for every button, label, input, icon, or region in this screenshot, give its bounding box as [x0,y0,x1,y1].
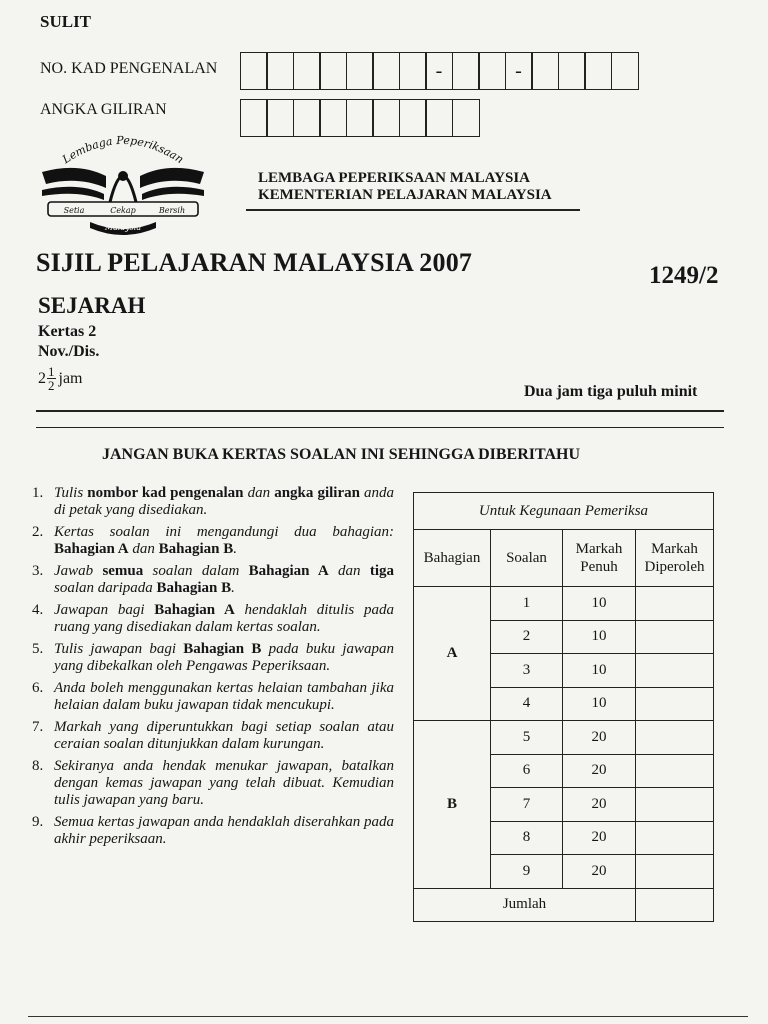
instruction-item [32,758,394,809]
instruction-number: 4. [32,602,44,618]
instruction-number: 6. [32,680,44,696]
question-number-cell: 8 [491,821,563,855]
exam-session: Nov./Dis. [38,343,100,360]
duration-words: Dua jam tiga puluh minit [524,383,698,400]
candidate-digit-box[interactable] [319,99,347,137]
question-number-cell: 7 [491,788,563,822]
examination-board-logo [38,132,208,240]
full-marks-cell: 10 [563,654,636,688]
full-marks-cell: 10 [563,687,636,721]
instruction-fragment: anda di petak yang disediakan. [54,485,395,518]
table-caption: Untuk Kegunaan Pemeriksa [414,493,714,530]
instruction-emphasis: Bahagian A [248,563,329,579]
section-cell: A [414,587,491,721]
instruction-fragment: . [233,541,237,557]
candidate-digit-box[interactable] [346,99,374,137]
candidate-digit-box[interactable] [372,99,400,137]
board-line-1: LEMBAGA PEPERIKSAAN MALAYSIA [258,170,530,186]
board-line-2: KEMENTERIAN PELAJARAN MALAYSIA [258,187,552,203]
instruction-text [54,719,394,753]
obtained-marks-cell[interactable] [636,587,714,621]
question-number-cell: 1 [491,587,563,621]
question-number-cell: 5 [491,721,563,755]
duration-denominator: 2 [48,378,55,393]
full-marks-cell: 20 [563,821,636,855]
duration-unit: jam [58,369,83,387]
instruction-number: 2. [32,524,44,540]
examiner-marks-table [413,492,714,922]
instruction-fragment: dan [128,541,159,557]
duration-fraction-part [47,365,56,392]
instruction-fragment: Jawab [54,563,103,579]
instruction-fragment: . [231,580,235,596]
exam-title: SIJIL PELAJARAN MALAYSIA 2007 [36,248,473,277]
column-header: Markah Penuh [563,530,636,587]
candidate-number-boxes [241,99,480,137]
ic-digit-box[interactable] [346,52,374,90]
candidate-digit-box[interactable] [266,99,294,137]
candidate-digit-box[interactable] [399,99,427,137]
svg-text:Lembaga Peperiksaan: Lembaga Peperiksaan [60,133,186,167]
footer-rule [28,1016,748,1017]
board-underline [246,209,580,211]
candidate-digit-box[interactable] [240,99,268,137]
total-label-cell: Jumlah [414,888,636,922]
obtained-marks-cell[interactable] [636,788,714,822]
instruction-emphasis: Bahagian A [54,541,129,557]
instruction-item [32,563,394,597]
column-header: Bahagian [414,530,491,587]
instruction-fragment: hendaklah ditulis pada ruang yang disediakan dalam kertas soalan. [54,602,394,635]
duration-numerator: 1 [48,364,55,379]
instruction-fragment: Anda boleh menggunakan kertas helaian tambahan jika helaian dalam buku jawapan tidak mencukupi. [54,680,394,713]
ic-digit-box[interactable] [266,52,294,90]
instruction-number: 7. [32,719,44,735]
instruction-text [54,485,394,519]
instruction-number: 9. [32,814,44,830]
question-number-cell: 9 [491,855,563,889]
full-marks-cell: 10 [563,620,636,654]
ic-digit-box[interactable] [531,52,559,90]
svg-text:Bersih: Bersih [158,206,186,215]
instruction-item [32,524,394,558]
instruction-number: 1. [32,485,44,501]
instruction-item [32,680,394,714]
instruction-fragment: Markah yang diperuntukkan bagi setiap soalan atau ceraian soalan ditunjukkan dalam kurungan. [54,719,394,752]
paper-number: Kertas 2 [38,323,97,340]
ic-digit-box[interactable] [319,52,347,90]
table-row [414,721,714,755]
instruction-fragment: Jawapan bagi [54,602,155,618]
instruction-text [54,602,394,636]
instruction-fragment: soalan dalam [143,563,249,579]
classification-label: SULIT [40,12,92,31]
section-cell: B [414,721,491,889]
instruction-fragment: soalan daripada [54,580,157,596]
ic-digit-box[interactable]: - [505,52,533,90]
instruction-number: 3. [32,563,44,579]
obtained-marks-cell[interactable] [636,654,714,688]
instruction-emphasis: Bahagian A [154,602,235,618]
candidate-digit-box[interactable] [293,99,321,137]
candidate-digit-box[interactable] [452,99,480,137]
full-marks-cell: 20 [563,788,636,822]
candidate-number-label: ANGKA GILIRAN [40,101,167,118]
instruction-fragment: Tulis jawapan bagi [54,641,184,657]
duration-fraction [38,365,83,392]
ic-digit-box[interactable] [558,52,586,90]
instruction-number: 8. [32,758,44,774]
full-marks-cell: 10 [563,587,636,621]
ic-number-boxes [241,52,639,90]
total-marks-cell[interactable] [636,888,714,922]
instruction-item [32,814,394,848]
instruction-emphasis: semua [102,563,144,579]
ic-digit-box[interactable] [399,52,427,90]
instruction-fragment: Sekiranya anda hendak menukar jawapan, batalkan dengan kemas jawapan yang telah dibuat. Kemudian tulis jawapan yang baru. [54,758,394,808]
instruction-text [54,758,394,809]
full-marks-cell: 20 [563,721,636,755]
instruction-item [32,719,394,753]
instruction-emphasis: Bahagian B [183,641,262,657]
ic-digit-box[interactable] [478,52,506,90]
question-number-cell: 3 [491,654,563,688]
instruction-emphasis: nombor kad pengenalan [87,485,244,501]
divider-thick [36,410,724,412]
instruction-text [54,524,394,558]
instruction-fragment: dan [328,563,370,579]
divider-thin [36,427,724,428]
question-number-cell: 4 [491,687,563,721]
obtained-marks-cell[interactable] [636,721,714,755]
obtained-marks-cell[interactable] [636,687,714,721]
subject-name: SEJARAH [38,293,146,318]
instruction-item [32,602,394,636]
instruction-emphasis: tiga [369,563,394,579]
instruction-text [54,641,394,675]
instruction-number: 5. [32,641,44,657]
svg-text:Setia: Setia [63,206,85,215]
instruction-fragment: Kertas soalan ini mengandungi dua bahagian: [54,524,394,540]
ic-digit-box[interactable] [372,52,400,90]
instruction-text [54,563,394,597]
instruction-emphasis: Bahagian B [156,580,232,596]
obtained-marks-cell[interactable] [636,620,714,654]
instruction-fragment: pada buku jawapan yang dibekalkan oleh Pengawas Peperiksaan. [54,641,394,674]
duration-whole: 2 [38,369,46,387]
full-marks-cell: 20 [563,754,636,788]
instruction-emphasis: angka giliran [274,485,360,501]
question-number-cell: 2 [491,620,563,654]
ic-digit-box[interactable]: - [425,52,453,90]
ic-digit-box[interactable] [293,52,321,90]
do-not-open-warning: JANGAN BUKA KERTAS SOALAN INI SEHINGGA DIBERITAHU [102,446,581,463]
column-header: Markah Diperoleh [636,530,714,587]
svg-text:Cekap: Cekap [110,206,136,215]
full-marks-cell: 20 [563,855,636,889]
candidate-digit-box[interactable] [425,99,453,137]
table-row [414,587,714,621]
obtained-marks-cell[interactable] [636,754,714,788]
instruction-emphasis: Bahagian B [158,541,234,557]
ic-digit-box[interactable] [611,52,639,90]
instruction-fragment: Tulis [54,485,88,501]
ic-digit-box[interactable] [584,52,612,90]
instruction-item [32,641,394,675]
question-number-cell: 6 [491,754,563,788]
ic-digit-box[interactable] [452,52,480,90]
column-header: Soalan [491,530,563,587]
instruction-fragment: dan [243,485,275,501]
instruction-item [32,485,394,519]
obtained-marks-cell[interactable] [636,821,714,855]
instruction-text [54,814,394,848]
obtained-marks-cell[interactable] [636,855,714,889]
ic-number-label: NO. KAD PENGENALAN [40,60,218,77]
instruction-text [54,680,394,714]
svg-text:Malaysia: Malaysia [104,223,142,232]
board-name [258,170,552,204]
ic-digit-box[interactable] [240,52,268,90]
instructions-list [32,485,394,853]
paper-code: 1249/2 [649,262,719,289]
instruction-fragment: Semua kertas jawapan anda hendaklah diserahkan pada akhir peperiksaan. [54,814,394,847]
